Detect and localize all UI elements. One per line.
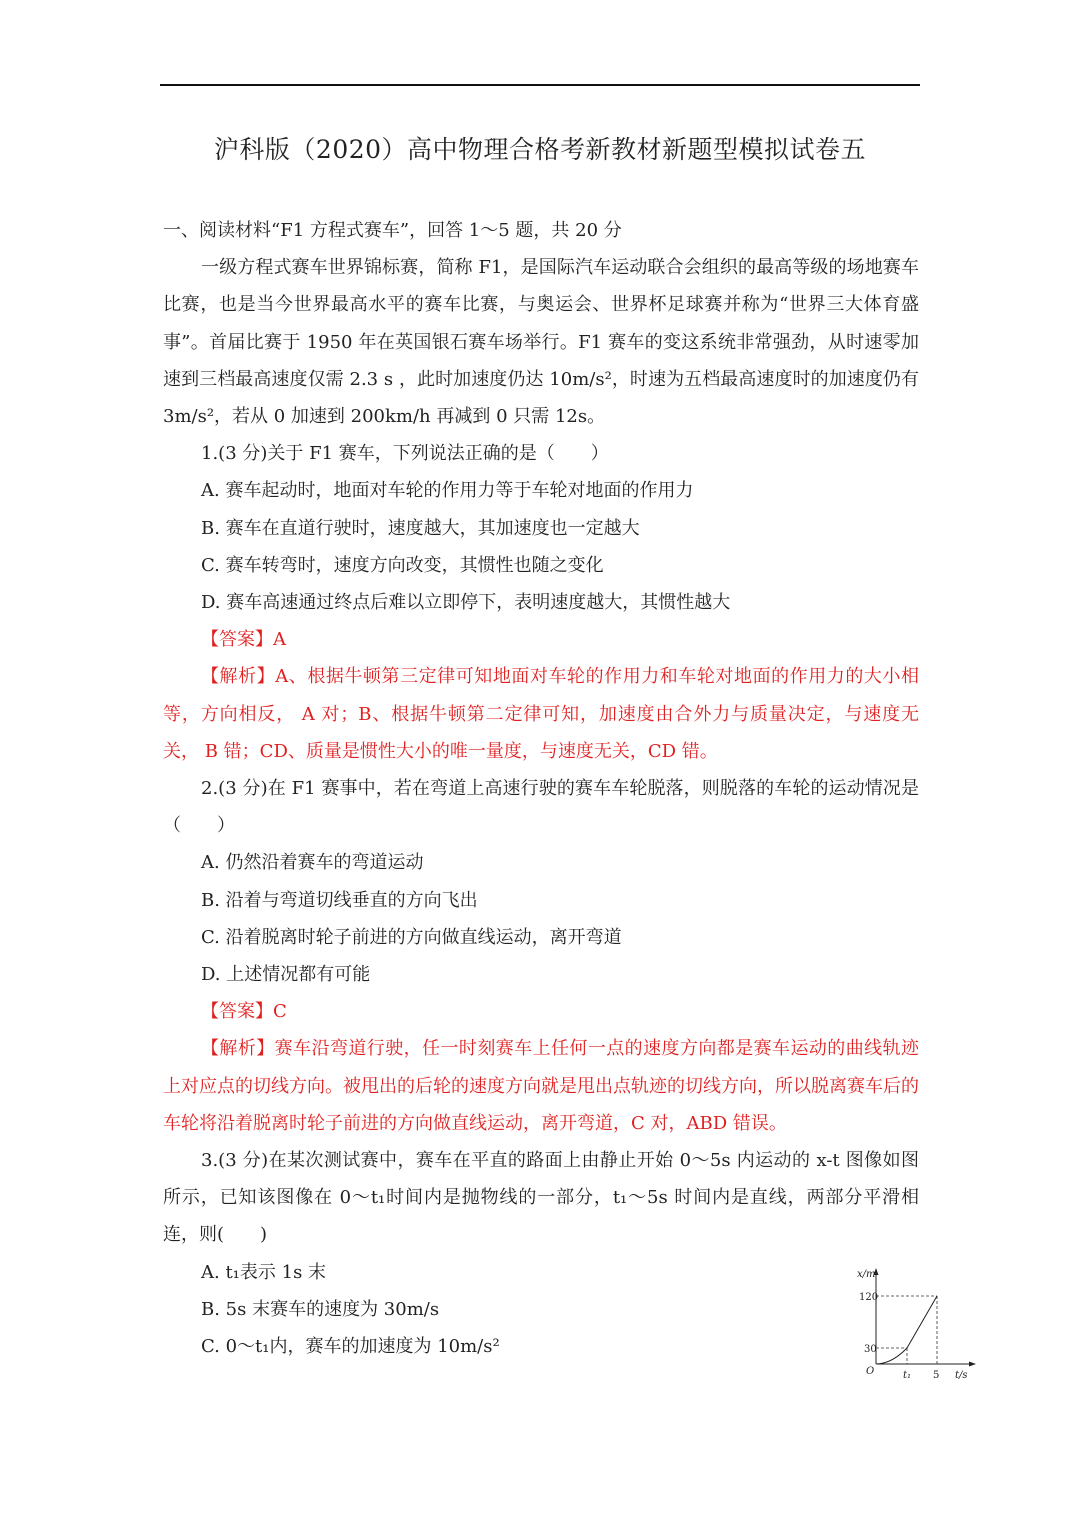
question-1-option-c: C. 赛车转弯时，速度方向改变，其惯性也随之变化 <box>201 554 604 576</box>
x-tick-5: 5 <box>933 1370 940 1381</box>
question-1-stem: 1.(3 分)关于 F1 赛车，下列说法正确的是（ ） <box>201 443 609 465</box>
page-title: 沪科版（2020）高中物理合格考新教材新题型模拟试卷五 <box>213 135 867 164</box>
question-1-analysis: 【解析】A、根据牛顿第三定律可知地面对车轮的作用力和车轮对地面的作用力的大小相等，方向相反， A 对；B、根据牛顿第二定律可知，加速度由合外力与质量决定，与速度无关， B 错；CD、质量是惯性大小的唯一量度，与速度无关，CD 错。 <box>163 666 919 762</box>
x-tick-t1: t₁ <box>903 1370 912 1381</box>
question-1-option-a: A. 赛车起动时，地面对车轮的作用力等于车轮对地面的作用力 <box>201 480 694 502</box>
question-2-stem: 2.(3 分)在 F1 赛事中，若在弯道上高速行驶的赛车车轮脱落，则脱落的车轮的运动情况是（ ） <box>163 778 919 837</box>
section-heading: 一、阅读材料“F1 方程式赛车”，回答 1～5 题，共 20 分 <box>163 220 622 241</box>
question-1-option-b: B. 赛车在直道行驶时，速度越大，其加速度也一定越大 <box>201 517 640 539</box>
x-axis-arrow <box>969 1362 976 1367</box>
exam-body <box>163 212 919 1365</box>
xt-graph <box>852 1262 982 1386</box>
parabola-segment <box>876 1348 907 1364</box>
question-2-option-b: B. 沿着与弯道切线垂直的方向飞出 <box>201 889 478 911</box>
question-3-option-c: C. 0～t₁内，赛车的加速度为 10m/s² <box>201 1336 500 1358</box>
question-2-option-c: C. 沿着脱离时轮子前进的方向做直线运动，离开弯道 <box>201 926 622 948</box>
question-1-option-d: D. 赛车高速通过终点后难以立即停下，表明速度越大，其惯性越大 <box>201 592 731 614</box>
question-2-option-a: A. 仍然沿着赛车的弯道运动 <box>201 852 424 874</box>
question-2-answer: 【答案】C <box>201 1001 287 1023</box>
question-2-option-d: D. 上述情况都有可能 <box>201 964 371 986</box>
question-1-answer: 【答案】A <box>201 629 286 651</box>
reading-passage: 一级方程式赛车世界锦标赛，简称 F1，是国际汽车运动联合会组织的最高等级的场地赛车比赛，也是当今世界最高水平的赛车比赛，与奥运会、世界杯足球赛并称为“世界三大体育盛事”。首届比赛于 1950 年在英国银石赛车场举行。F1 赛车的变这系统非常强劲，从时速零加速到三档最高速度仅需 2.3 s ，此时加速度仍达 10m/s²，时速为五档最高速度时的加速度仍有 3m/s²，若从 0 加速到 200km/h 再减到 0 只需 12s。 <box>163 257 919 428</box>
origin-label: O <box>866 1366 875 1377</box>
header-rule <box>160 84 920 86</box>
question-3-option-a: A. t₁表示 1s 末 <box>201 1261 327 1283</box>
y-axis-label: x/m <box>857 1269 876 1280</box>
question-3-option-b: B. 5s 末赛车的速度为 30m/s <box>201 1298 440 1320</box>
linear-segment <box>907 1296 937 1348</box>
y-tick-30: 30 <box>864 1344 877 1355</box>
y-tick-120: 120 <box>859 1292 879 1303</box>
question-2-analysis: 【解析】赛车沿弯道行驶，任一时刻赛车上任何一点的速度方向都是赛车运动的曲线轨迹上对应点的切线方向。被甩出的后轮的速度方向就是甩出点轨迹的切线方向，所以脱离赛车后的车轮将沿着脱离时轮子前进的方向做直线运动，离开弯道，C 对，ABD 错误。 <box>163 1038 919 1134</box>
question-3-stem: 3.(3 分)在某次测试赛中，赛车在平直的路面上由静止开始 0～5s 内运动的 x-t 图像如图所示，已知该图像在 0～t₁时间内是抛物线的一部分，t₁～5s 时间内是直线，两部分平滑相连，则( ) <box>163 1150 919 1246</box>
x-axis-label: t/s <box>955 1370 968 1381</box>
